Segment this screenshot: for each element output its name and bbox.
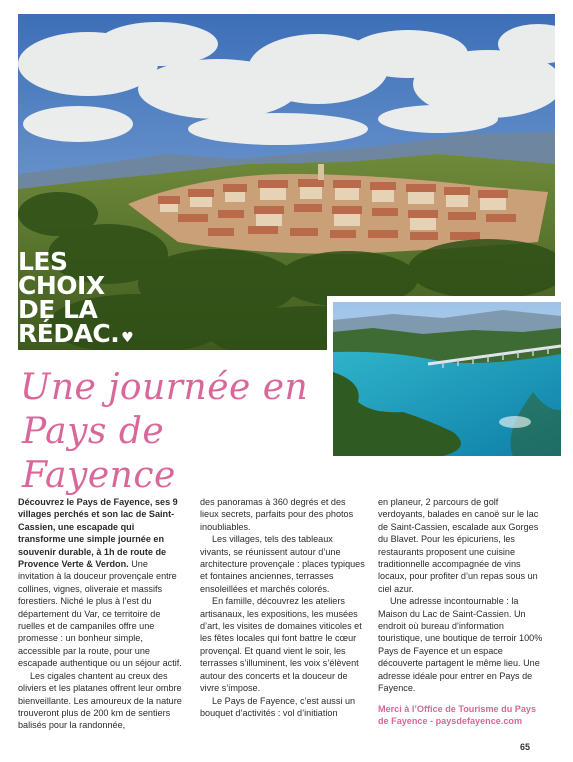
heart-icon: ♥ bbox=[121, 330, 134, 346]
paragraph: en planeur, 2 parcours de golf verdoyants, balades en canoë sur le lac de Saint-Cassien, escalade aux Gorges du Blavet. Pour les épicuriens, les restaurants proposent une cuisine traditionnelle accompagnée de vins locaux, pour profiter d’un repas sous un ciel azur. bbox=[378, 497, 539, 594]
text-column-2 bbox=[200, 496, 366, 719]
page-number: 65 bbox=[520, 742, 531, 752]
paragraph: En famille, découvrez les ateliers artisanaux, les expositions, les musées d’art, les visites de domaines viticoles et les fêtes locales qui font battre le cœur provençal. Et quand vient le soir, les terrasses s’illuminent, les voix s’élèvent autour des concerts et la douceur de vivre s’impose. bbox=[200, 596, 362, 694]
inset-photo bbox=[327, 296, 561, 456]
rubric-line: LES bbox=[18, 247, 68, 276]
rubric-line: CHOIX bbox=[18, 271, 105, 300]
article-title bbox=[20, 366, 320, 498]
section-rubric bbox=[18, 247, 136, 350]
rubric-line-last bbox=[18, 319, 136, 350]
lake-bridge-photo bbox=[333, 302, 561, 456]
credits-text: Merci à l’Office de Tourisme du Pays de Fayence - paysdefayence.com bbox=[378, 703, 537, 726]
lead-text: Découvrez le Pays de Fayence, ses 9 villages perchés et son lac de Saint-Cassien, une escapade qui transforme une simple journée en souvenir durable, à 1h de route de Provence Verte & Verdon. bbox=[18, 497, 178, 570]
title-line-2: Pays de Fayence bbox=[22, 411, 176, 496]
paragraph: Le Pays de Fayence, c’est aussi un bouquet d’activités : vol d’initiation bbox=[200, 695, 356, 718]
paragraph: Les cigales chantent au creux des oliviers et les platanes offrent leur ombre bienveillante. Les amoureux de la nature trouveront plus de 200 km de sentiers balisés pour la randonnée, bbox=[18, 670, 182, 731]
paragraph: des panoramas à 360 degrés et des lieux secrets, parfaits pour des photos inoubliables. bbox=[200, 497, 354, 532]
text-column-1 bbox=[18, 496, 184, 732]
rubric-line: DE LA bbox=[18, 295, 98, 324]
rubric-line: RÉDAC. bbox=[18, 319, 120, 348]
text-column-3 bbox=[378, 496, 544, 727]
paragraph: Une adresse incontournable : la Maison du Lac de Saint-Cassien. Un endroit où bureau d’information touristique, une boutique de terroir 100% Pays de Fayence et un espace découverte partagent le même lieu. Une adresse idéale pour entrer en Pays de Fayence. bbox=[378, 596, 543, 694]
title-line-1: Une journée en bbox=[20, 367, 309, 408]
paragraph bbox=[18, 496, 184, 670]
paragraph: Les villages, tels des tableaux vivants, se réunissent autour d’une architecture provençale : places typiques et fontaines anciennes, terrasses ensoleillées et marchés colorés. bbox=[200, 534, 365, 594]
body-text: Une invitation à la douceur provençale entre collines, vignes, oliveraie et massifs forestiers. Niché le plus à l’est du département du Var, ce territoire de ruelles et de campaniles offre une promesse : un bonheur simple, accessible par la route, pour une escapade authentique ou un séjour actif. bbox=[18, 559, 182, 669]
